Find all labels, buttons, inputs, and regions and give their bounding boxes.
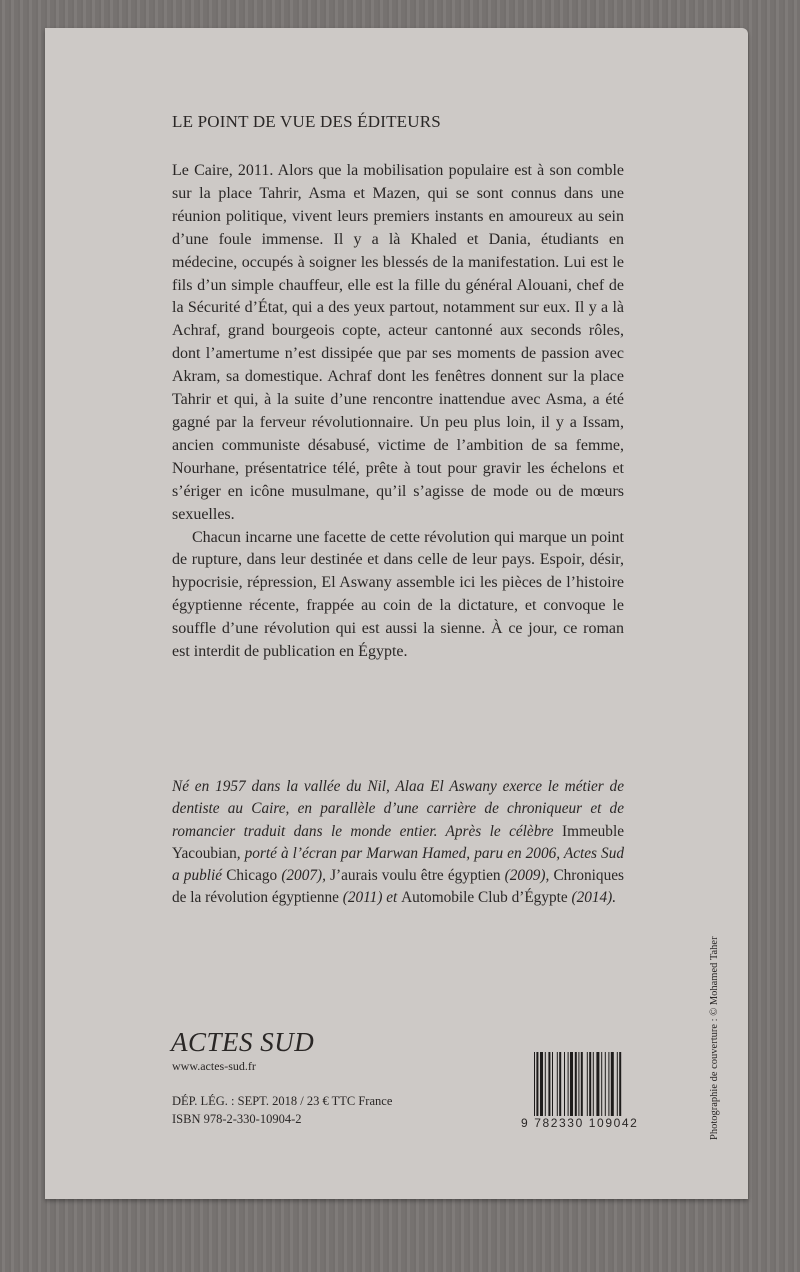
- legal-info: [172, 1092, 392, 1128]
- synopsis-paragraph-1: Le Caire, 2011. Alors que la mobilisation populaire est à son comble sur la place Tahrir, Asma et Mazen, qui se sont connus dans une réunion politique, vivent leurs premiers instants en amoureux au sein d’une foule immense. Il y a là Khaled et Dania, étudiants en médecine, occupés à soigner les blessés de la manifestation. Lui est le fils d’un simple chauffeur, elle est la fille du général Alouani, chef de la Sécurité d’État, qui a des yeux partout, notamment sur eux. Il y a là Achraf, grand bourgeois copte, acteur cantonné aux seconds rôles, dont l’amertume n’est dissipée que par ses moments de passion avec Akram, sa domestique. Achraf dont les fenêtres donnent sur la place Tahrir et qui, à la suite d’une rencontre inattendue avec Asma, a été gagné par la ferveur révolutionnaire. Un peu plus loin, il y a Issam, ancien communiste désabusé, victime de l’ambition de sa femme, Nourhane, présentatrice télé, prête à tout pour gravir les échelons et s’ériger en icône musulmane, qu’il s’agisse de mode ou de mœurs sexuelles.: [172, 162, 624, 523]
- book-title: J’aurais voulu être égyptien: [330, 867, 501, 885]
- isbn: ISBN 978-2-330-10904-2: [172, 1112, 302, 1126]
- publisher-logo: ACTES SUD: [171, 1027, 315, 1057]
- book-title: Automobile Club d’Égypte: [401, 889, 568, 907]
- author-bio: [172, 776, 624, 910]
- book-title: Chroniques de la révolution égyptienne: [172, 867, 624, 907]
- barcode-number: 9 782330 109042: [521, 1116, 639, 1130]
- synopsis: [172, 160, 624, 664]
- bio-segment: (2011) et: [338, 889, 402, 907]
- publisher-url: www.actes-sud.fr: [172, 1059, 256, 1073]
- book-title: Immeuble Yacoubian: [172, 822, 624, 862]
- legal-deposit: DÉP. LÉG. : SEPT. 2018 / 23 € TTC France: [172, 1094, 393, 1108]
- synopsis-paragraph-2: Chacun incarne une facette de cette révolution qui marque un point de rupture, dans leur destinée et dans celle de leur pays. Espoir, désir, hypocrisie, répression, El Aswany assemble ici les pièces de l’histoire égyptienne récente, frappée au coin de la dictature, et convoque le souffle d’une révolution qui est aussi la sienne. À ce jour, ce roman est interdit de publication en Égypte.: [172, 528, 624, 661]
- section-heading: LE POINT DE VUE DES ÉDITEURS: [172, 112, 441, 131]
- bio-segment: Né en 1957 dans la vallée du Nil, Alaa El Aswany exerce le métier de dentiste au Caire, en parallèle d’une carrière de chroniqueur et de romancier traduit dans le monde entier. Après le célèbre: [172, 778, 624, 840]
- bio-segment: (2009),: [500, 867, 554, 885]
- book-title: Chicago: [226, 867, 278, 885]
- bio-segment: (2007),: [277, 867, 331, 885]
- photo-credit: Photographie de couverture : © Mohamed Taher: [709, 936, 720, 1140]
- bio-segment: , porté à l’écran par Marwan Hamed, paru en 2006, Actes Sud a publié: [172, 844, 624, 885]
- bio-segment: (2014).: [567, 889, 617, 907]
